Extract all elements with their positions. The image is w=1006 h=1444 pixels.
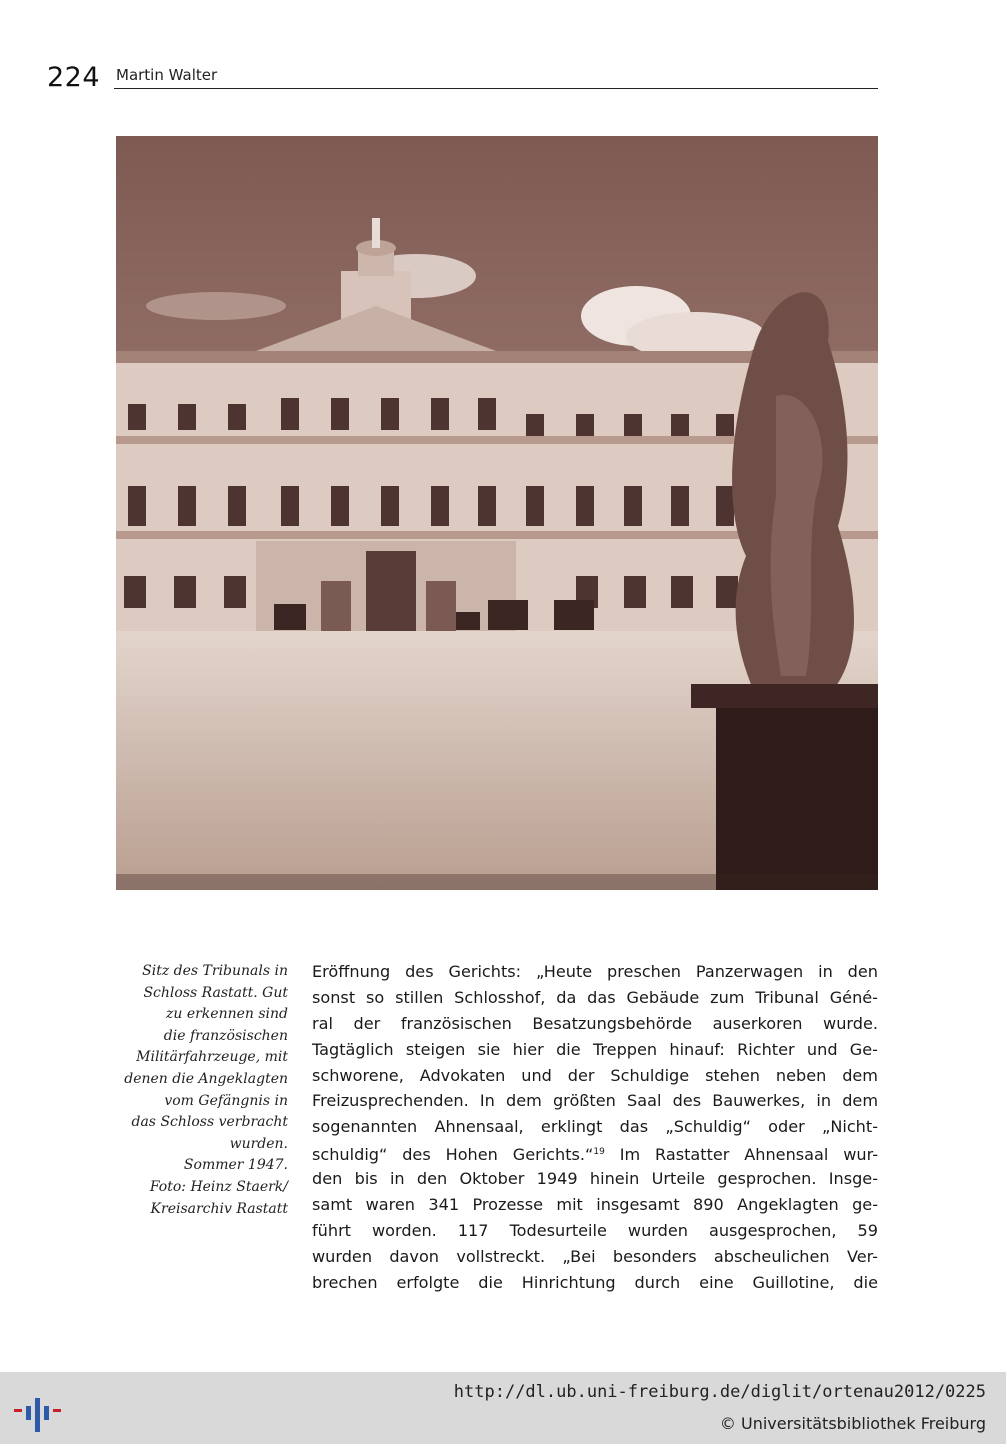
caption-line: wurden.	[229, 1135, 288, 1152]
header-rule	[114, 88, 878, 89]
caption-line: Sitz des Tribunals in	[142, 963, 288, 979]
source-url[interactable]: http://dl.ub.uni-freiburg.de/diglit/ortenau2012/0225	[453, 1382, 986, 1402]
caption-line: denen die Angeklagten	[124, 1070, 288, 1087]
body-line-part: schuldig“ des Hohen Gerichts.“	[312, 1145, 594, 1165]
caption-line: zu erkennen sind	[165, 1006, 288, 1023]
body-line: Eröffnung des Gerichts: „Heute preschen Panzerwagen in den	[312, 962, 878, 981]
caption-line: Kreisarchiv Rastatt	[150, 1200, 288, 1217]
caption-line: Schloss Rastatt. Gut	[143, 984, 288, 1001]
page-number: 224	[47, 62, 101, 93]
body-line: Tagtäglich steigen sie hier die Treppen hinauf: Richter und Ge-	[312, 1039, 878, 1059]
caption-line: die französischen	[163, 1027, 288, 1044]
caption-line: Militärfahrzeuge, mit	[136, 1049, 288, 1066]
page-header	[47, 60, 878, 92]
castle-photograph	[116, 136, 878, 890]
photo-illustration	[116, 136, 878, 890]
caption-line: das Schloss verbracht	[131, 1114, 288, 1131]
body-line: sogenannten Ahnensaal, erklingt das „Schuldig“ oder „Nicht-	[312, 1117, 878, 1137]
running-head-author: Martin Walter	[116, 66, 218, 84]
body-line-with-footnote	[312, 1140, 878, 1166]
body-line: schworene, Advokaten und der Schuldige stehen neben dem	[312, 1065, 878, 1085]
caption-line: vom Gefängnis in	[164, 1092, 288, 1109]
caption-line: Sommer 1947.	[183, 1157, 288, 1174]
body-text	[312, 959, 878, 1296]
body-line: brechen erfolgte die Hinrichtung durch eine Guillotine, die	[312, 1272, 878, 1292]
body-line: wurden davon vollstreckt. „Bei besonders abscheulichen Ver-	[312, 1246, 878, 1266]
body-line: ral der französischen Besatzungsbehörde auserkoren wurde.	[312, 1013, 878, 1033]
figure-caption	[112, 961, 288, 1220]
footnote-reference[interactable]: 19	[593, 1147, 605, 1158]
body-line: samt waren 341 Prozesse mit insgesamt 890 Angeklagten ge-	[312, 1195, 878, 1215]
body-line: Freizusprechenden. In dem größten Saal des Bauwerkes, in dem	[312, 1091, 878, 1111]
body-line-part: Im Rastatter Ahnensaal wur-	[604, 1145, 878, 1165]
copyright-notice: © Universitätsbibliothek Freiburg	[719, 1414, 986, 1433]
library-footer	[0, 1372, 1006, 1444]
caption-line: Foto: Heinz Staerk/	[149, 1178, 288, 1195]
library-logo-icon	[14, 1384, 64, 1434]
body-line: sonst so stillen Schlosshof, da das Gebäude zum Tribunal Géné-	[312, 987, 878, 1007]
body-line: den bis in den Oktober 1949 hinein Urteile gesprochen. Insge-	[312, 1169, 878, 1189]
body-line: führt worden. 117 Todesurteile wurden ausgesprochen, 59	[312, 1220, 878, 1240]
